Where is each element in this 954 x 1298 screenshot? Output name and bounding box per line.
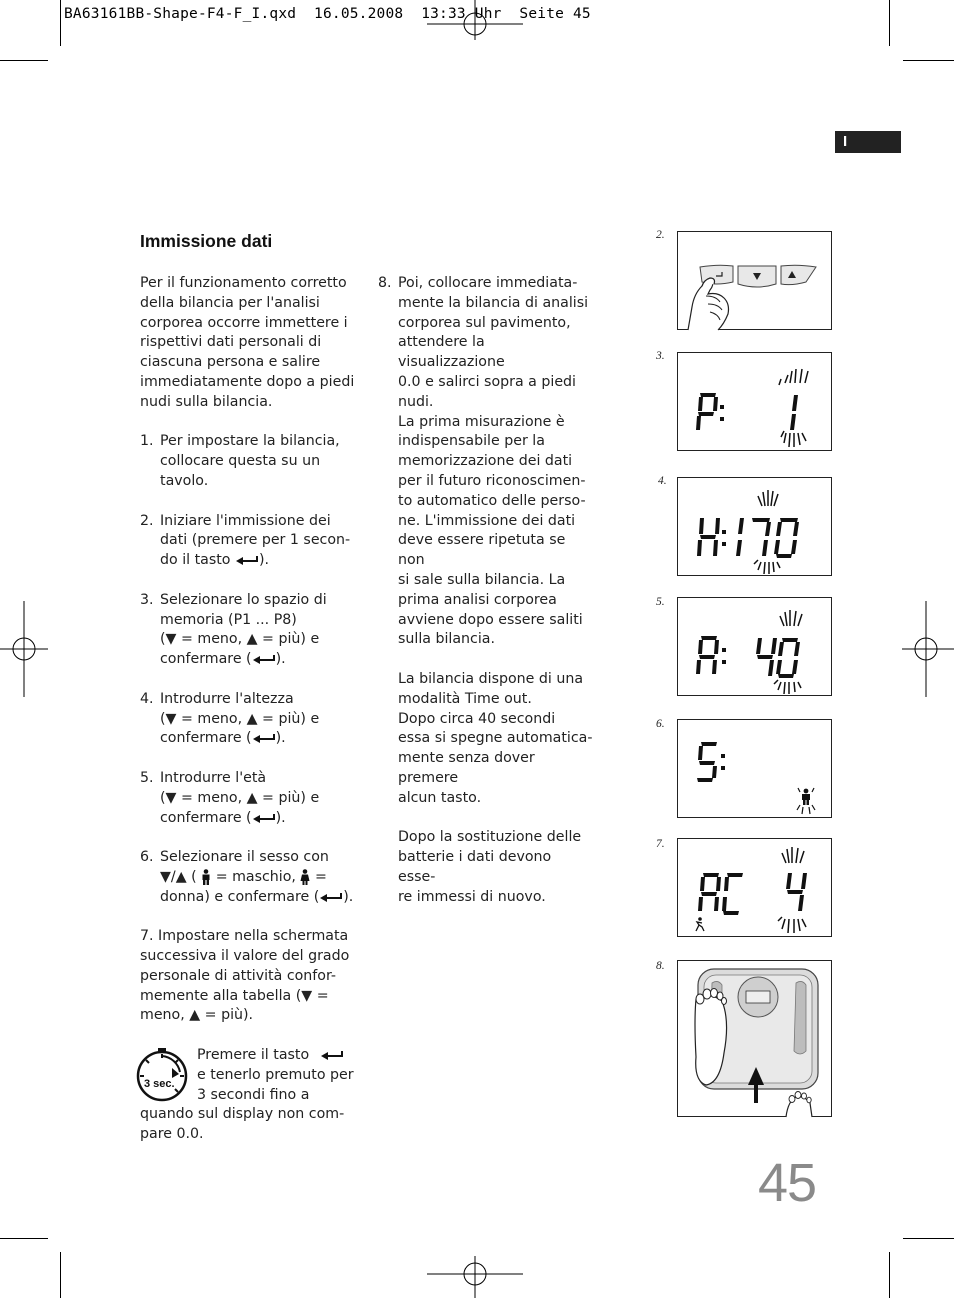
lcd-text [678, 598, 679, 599]
lcd-text [678, 478, 679, 479]
enter-key-icon [252, 654, 276, 664]
step-5 [140, 769, 355, 828]
text-fragment: = più) e [257, 710, 320, 727]
step-7 [140, 927, 355, 1026]
text-fragment: ( [160, 631, 166, 648]
text-line: memorizzazione dei dati [398, 453, 573, 470]
lcd-text [678, 839, 679, 840]
text-fragment: ). [275, 651, 286, 668]
lcd-text [678, 720, 679, 721]
text-line: rispettivi dati personali di [140, 334, 322, 351]
female-icon [300, 869, 310, 885]
text-fragment: confermare ( [160, 730, 252, 747]
three-second-timer-icon [134, 1046, 190, 1102]
figure-lcd-profile [677, 352, 832, 451]
step-number: 5. [140, 769, 154, 786]
triangle-up-icon: ▲ [189, 1007, 201, 1024]
text-line: dati (premere per 1 secon- [160, 532, 351, 549]
enter-key-icon [319, 892, 343, 902]
triangle-down-icon: ▼ [165, 710, 177, 727]
text-fragment: ). [259, 552, 270, 569]
figure-buttons-hand [677, 231, 832, 330]
figure-label: 6. [656, 718, 665, 730]
text-line [160, 710, 355, 730]
figure-lcd-activity [677, 838, 832, 937]
intro-paragraph [140, 274, 355, 413]
text-fragment: = più) e [257, 789, 320, 806]
step-number: 4. [140, 690, 154, 707]
timer-note [197, 1046, 357, 1105]
text-line: tavolo. [160, 472, 209, 489]
figure-label: 7. [656, 838, 665, 850]
triangle-up-icon: ▲ [246, 789, 258, 806]
text-line: re immessi di nuovo. [398, 888, 546, 905]
lcd-segment-display [678, 839, 833, 938]
registration-mark-bottom [427, 1256, 523, 1298]
text-fragment: ). [343, 888, 354, 905]
text-line [160, 729, 355, 749]
enter-key-icon [235, 555, 259, 565]
text-fragment: ). [275, 809, 286, 826]
triangle-up-icon: ▲ [246, 631, 258, 648]
enter-key-icon [320, 1050, 344, 1060]
enter-key-icon [252, 733, 276, 743]
crop-mark [0, 60, 48, 61]
text-fragment: = meno, [176, 789, 247, 806]
crop-mark [60, 0, 61, 46]
step-6 [140, 848, 355, 907]
text-line [160, 809, 355, 829]
text-fragment: = più) e [257, 631, 320, 648]
male-icon [201, 869, 211, 885]
text-fragment: / [170, 868, 176, 885]
text-line: ciascuna persona e salire [140, 354, 321, 371]
triangle-down-icon: ▼ [165, 789, 177, 806]
text-line: e tenerlo premuto per [197, 1066, 354, 1083]
text-fragment: confermare ( [160, 651, 252, 668]
text-line [160, 789, 355, 809]
scale-illustration [678, 961, 833, 1118]
step-4 [140, 690, 355, 749]
text-fragment: ). [275, 730, 286, 747]
triangle-down-icon: ▼ [160, 868, 171, 885]
triangle-up-icon: ▲ [175, 868, 187, 885]
text-line: corporea sul pavimento, [398, 314, 571, 331]
text-line: della bilancia per l'analisi [140, 294, 320, 311]
step-number: 1. [140, 433, 154, 450]
figure-label: 4. [658, 475, 667, 487]
text-line [140, 987, 355, 1007]
battery-paragraph [398, 828, 593, 907]
text-line: ne. L'immissione dei dati [398, 512, 576, 529]
figure-label: 5. [656, 596, 665, 608]
step-1 [140, 432, 355, 491]
text-line: 3 secondi fino a [197, 1086, 310, 1103]
text-line: prima analisi corporea [398, 591, 557, 608]
first-measurement-paragraph [398, 413, 593, 651]
text-line: corporea occorre immettere i [140, 314, 348, 331]
text-fragment: confermare ( [160, 809, 252, 826]
text-line: nudi. [398, 393, 434, 410]
text-line: to automatico delle perso- [398, 492, 586, 509]
language-tab: I [835, 131, 901, 153]
text-line: mente senza dover premere [398, 750, 535, 786]
text-line: La prima misurazione è [398, 413, 565, 430]
text-fragment: = più). [200, 1007, 254, 1024]
text-line [160, 630, 355, 650]
enter-key-icon [252, 813, 276, 823]
triangle-down-icon: ▼ [165, 631, 177, 648]
text-line: Per impostare la bilancia, [160, 433, 340, 450]
text-column-left [140, 274, 355, 1046]
text-fragment: donna) e confermare ( [160, 888, 320, 905]
registration-mark-right [902, 601, 954, 697]
text-line: pare 0.0. [140, 1125, 204, 1142]
text-line: Selezionare il sesso con [160, 849, 329, 866]
text-line [160, 551, 355, 571]
timeout-paragraph [398, 670, 593, 809]
lcd-text [678, 353, 679, 354]
figure-lcd-sex [677, 719, 832, 818]
text-line: batterie i dati devono esse- [398, 849, 552, 885]
text-fragment: Premere il tasto [197, 1047, 310, 1063]
text-fragment: = [312, 987, 329, 1004]
crop-mark [903, 60, 954, 61]
figure-lcd-age [677, 597, 832, 696]
text-fragment: ( [160, 789, 166, 806]
step-number: 2. [140, 512, 154, 529]
text-line: Introdurre l'altezza [160, 690, 294, 707]
text-fragment: = meno, [176, 710, 247, 727]
text-line: deve essere ripetuta se non [398, 532, 566, 569]
text-line: Poi, collocare immediata- [398, 275, 578, 291]
text-fragment: meno, [140, 1007, 190, 1024]
figure-scale-feet [677, 960, 832, 1117]
figure-label: 8. [656, 960, 665, 972]
lcd-segment-display [678, 478, 833, 577]
text-line: successiva il valore del grado [140, 948, 350, 965]
text-line: avviene dopo essere saliti [398, 611, 583, 628]
text-line: Selezionare lo spazio di [160, 591, 327, 608]
registration-mark-left [0, 601, 48, 697]
crop-mark [0, 1238, 48, 1239]
text-line [160, 888, 355, 908]
crop-mark [60, 1252, 61, 1298]
text-line: collocare questa su un [160, 453, 321, 470]
text-fragment: = [310, 868, 327, 885]
page-number: 45 [758, 1153, 817, 1213]
text-line: nudi sulla bilancia. [140, 393, 273, 410]
text-line: attendere la visualizzazione [398, 334, 505, 371]
text-column-right [378, 274, 593, 927]
registration-mark-top [427, 0, 523, 40]
text-fragment: = meno, [176, 631, 247, 648]
text-line: sulla bilancia. [398, 631, 495, 648]
text-line: quando sul display non com- [140, 1106, 345, 1122]
file-slug-header: BA63161BB-Shape-F4-F_I.qxd 16.05.2008 13:33 Uhr Seite 45 [64, 6, 591, 22]
step-number: 6. [140, 849, 154, 866]
timer-note-continued [140, 1105, 355, 1145]
text-fragment: ( [186, 868, 197, 885]
text-line: memoria (P1 ... P8) [160, 611, 297, 628]
section-title: Immissione dati [140, 231, 273, 251]
text-line: modalità Time out. [398, 690, 532, 707]
text-line: mente la bilancia di analisi [398, 294, 589, 311]
crop-mark [889, 0, 890, 46]
text-line [140, 1006, 355, 1026]
triangle-down-icon: ▼ [301, 987, 313, 1004]
step-3 [140, 591, 355, 670]
step-number: 3. [140, 591, 154, 608]
figure-lcd-height [677, 477, 832, 576]
step-2 [140, 512, 355, 571]
step-number: 8. [378, 275, 392, 291]
text-line: immediatamente dopo a piedi [140, 373, 355, 390]
text-line [160, 650, 355, 670]
crop-mark [903, 1238, 954, 1239]
triangle-up-icon: ▲ [246, 710, 258, 727]
figure-label: 2. [656, 229, 665, 241]
text-line: essa si spegne automatica- [398, 730, 593, 747]
text-fragment: = maschio, [211, 868, 301, 885]
timer-badge-label: 3 sec. [144, 1078, 175, 1090]
hand-pressing-enter-illustration [678, 232, 833, 331]
figure-label: 3. [656, 350, 665, 362]
text-line: alcun tasto. [398, 789, 482, 806]
text-line: personale di attività confor- [140, 967, 337, 984]
lcd-segment-display [678, 353, 833, 452]
text-line: si sale sulla bilancia. La [398, 571, 566, 588]
text-line [160, 868, 355, 888]
lcd-segment-display [678, 598, 833, 697]
text-line: Per il funzionamento corretto [140, 275, 347, 291]
text-line: Iniziare l'immissione dei [160, 512, 331, 529]
text-line: Dopo circa 40 secondi [398, 710, 556, 727]
text-line: Dopo la sostituzione delle [398, 829, 582, 846]
text-line: per il futuro riconoscimen- [398, 472, 586, 489]
text-fragment: do il tasto [160, 552, 231, 569]
text-line: La bilancia dispone di una [398, 670, 584, 687]
text-fragment: memente alla tabella ( [140, 987, 302, 1004]
text-line: indispensabile per la [398, 433, 545, 450]
text-line: Introdurre l'età [160, 769, 267, 786]
text-line [197, 1046, 357, 1066]
text-line: 0.0 e salirci sopra a piedi [398, 373, 576, 390]
lcd-segment-display [678, 720, 833, 819]
text-fragment: ( [160, 710, 166, 727]
text-line: 7. Impostare nella schermata [140, 928, 349, 945]
step-8 [378, 274, 593, 908]
crop-mark [889, 1252, 890, 1298]
